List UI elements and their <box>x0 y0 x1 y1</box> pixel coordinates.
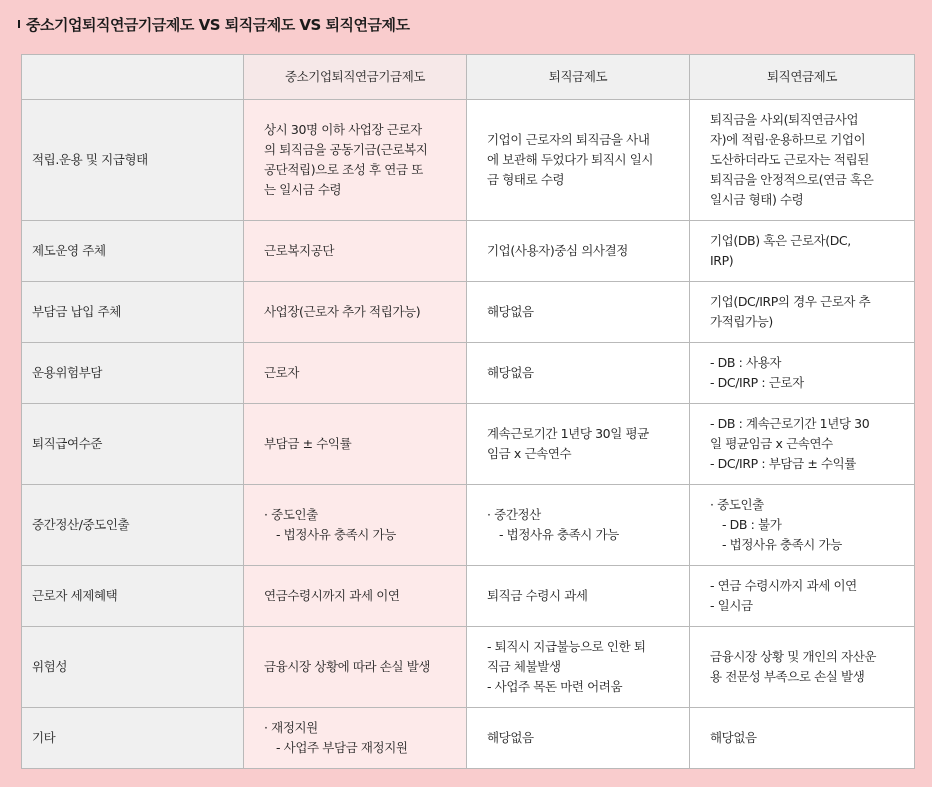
cell-line: 상시 30명 이하 사업장 근로자 <box>264 122 422 137</box>
cell-sme-fund <box>244 566 467 627</box>
cell-line: 기업(DB) 혹은 근로자(DC, <box>710 233 851 248</box>
cell-line: 용 전문성 부족으로 손실 발생 <box>710 669 865 684</box>
cell-line: 공단적립)으로 조성 후 연금 또 <box>264 162 423 177</box>
cell-line: 해당없음 <box>487 365 534 380</box>
cell-line: 부담금 ± 수익률 <box>264 436 352 451</box>
cell-pension <box>690 485 915 566</box>
cell-sme-fund <box>244 282 467 343</box>
cell-line: 금 형태로 수령 <box>487 172 565 187</box>
row-label: 기타 <box>22 708 244 769</box>
cell-pension <box>690 282 915 343</box>
cell-pension <box>690 404 915 485</box>
cell-sme-fund <box>244 404 467 485</box>
cell-line: 임금 x 근속연수 <box>487 446 572 461</box>
cell-line: · 재정지원 <box>264 720 318 735</box>
cell-line: 근로복지공단 <box>264 243 335 258</box>
cell-line: 해당없음 <box>710 730 757 745</box>
cell-line: 해당없음 <box>487 730 534 745</box>
table-row <box>22 282 915 343</box>
cell-severance <box>467 343 690 404</box>
cell-line: 사업장(근로자 추가 적립가능) <box>264 304 421 319</box>
cell-line: · 중도인출 <box>710 497 764 512</box>
cell-line: 일시금 형태) 수령 <box>710 192 804 207</box>
cell-line: 퇴직금 수령시 과세 <box>487 588 588 603</box>
header-row <box>22 55 915 100</box>
cell-line: 가적립가능) <box>710 314 773 329</box>
cell-sme-fund <box>244 221 467 282</box>
cell-line: · 중도인출 <box>264 507 318 522</box>
title-marker <box>18 20 20 28</box>
cell-line: - 법정사유 충족시 가능 <box>722 537 842 552</box>
cell-line: 에 보관해 두었다가 퇴직시 일시 <box>487 152 654 167</box>
cell-severance <box>467 404 690 485</box>
cell-severance <box>467 708 690 769</box>
cell-line: 직금 체불발생 <box>487 659 561 674</box>
header-sme-fund: 중소기업퇴직연금기금제도 <box>244 55 467 100</box>
row-label: 부담금 납입 주체 <box>22 282 244 343</box>
cell-line: 기업(DC/IRP의 경우 근로자 추 <box>710 294 871 309</box>
cell-line: - DC/IRP : 부담금 ± 수익률 <box>710 456 856 471</box>
cell-pension <box>690 708 915 769</box>
row-label: 적립.운용 및 지급형태 <box>22 100 244 221</box>
cell-line: - 사업주 부담금 재정지원 <box>276 740 408 755</box>
cell-severance <box>467 485 690 566</box>
cell-line: 계속근로기간 1년당 30일 평균 <box>487 426 649 441</box>
table-row <box>22 627 915 708</box>
cell-line: 의 퇴직금을 공동기금(근로복지 <box>264 142 428 157</box>
table-row <box>22 404 915 485</box>
cell-line: 퇴직금을 안정적으로(연금 혹은 <box>710 172 874 187</box>
cell-line: - 법정사유 충족시 가능 <box>499 527 619 542</box>
cell-sme-fund <box>244 343 467 404</box>
row-label: 제도운영 주체 <box>22 221 244 282</box>
cell-pension <box>690 221 915 282</box>
cell-line: - 법정사유 충족시 가능 <box>276 527 396 542</box>
cell-line: - DC/IRP : 근로자 <box>710 375 804 390</box>
table-row <box>22 566 915 627</box>
cell-line: - DB : 계속근로기간 1년당 30 <box>710 416 870 431</box>
cell-line: - DB : 불가 <box>722 517 782 532</box>
cell-line: 기업이 근로자의 퇴직금을 사내 <box>487 132 650 147</box>
cell-line: - 사업주 목돈 마련 어려움 <box>487 679 623 694</box>
header-pension: 퇴직연금제도 <box>690 55 915 100</box>
cell-line: 일 평균임금 x 근속연수 <box>710 436 833 451</box>
cell-pension <box>690 627 915 708</box>
cell-line: 금융시장 상황에 따라 손실 발생 <box>264 659 431 674</box>
header-severance: 퇴직금제도 <box>467 55 690 100</box>
row-label: 중간정산/중도인출 <box>22 485 244 566</box>
cell-line: 퇴직금을 사외(퇴직연금사업 <box>710 112 859 127</box>
cell-sme-fund <box>244 627 467 708</box>
cell-sme-fund <box>244 485 467 566</box>
page-title <box>18 14 410 35</box>
row-label: 운용위험부담 <box>22 343 244 404</box>
cell-pension <box>690 100 915 221</box>
cell-pension <box>690 343 915 404</box>
cell-line: IRP) <box>710 253 734 268</box>
cell-line: - 연금 수령시까지 과세 이연 <box>710 578 857 593</box>
page-title-text: 중소기업퇴직연금기금제도 VS 퇴직금제도 VS 퇴직연금제도 <box>26 16 410 34</box>
cell-line: 도산하더라도 근로자는 적립된 <box>710 152 869 167</box>
cell-line: - DB : 사용자 <box>710 355 782 370</box>
comparison-table <box>21 54 915 769</box>
cell-line: 해당없음 <box>487 304 534 319</box>
table-row <box>22 708 915 769</box>
cell-line: - 일시금 <box>710 598 753 613</box>
cell-line: 기업(사용자)중심 의사결정 <box>487 243 628 258</box>
cell-line: 금융시장 상황 및 개인의 자산운 <box>710 649 877 664</box>
row-label: 근로자 세제혜택 <box>22 566 244 627</box>
header-empty <box>22 55 244 100</box>
cell-severance <box>467 221 690 282</box>
cell-severance <box>467 566 690 627</box>
cell-line: - 퇴직시 지급불능으로 인한 퇴 <box>487 639 646 654</box>
cell-sme-fund <box>244 100 467 221</box>
table-row <box>22 221 915 282</box>
cell-line: 연금수령시까지 과세 이연 <box>264 588 400 603</box>
cell-severance <box>467 100 690 221</box>
cell-line: · 중간정산 <box>487 507 541 522</box>
cell-sme-fund <box>244 708 467 769</box>
cell-severance <box>467 627 690 708</box>
cell-line: 자)에 적립·운용하므로 기업이 <box>710 132 866 147</box>
row-label: 퇴직급여수준 <box>22 404 244 485</box>
table-row <box>22 343 915 404</box>
cell-pension <box>690 566 915 627</box>
row-label: 위험성 <box>22 627 244 708</box>
table-row <box>22 100 915 221</box>
cell-line: 근로자 <box>264 365 300 380</box>
table-row <box>22 485 915 566</box>
cell-line: 는 일시금 수령 <box>264 182 342 197</box>
cell-severance <box>467 282 690 343</box>
